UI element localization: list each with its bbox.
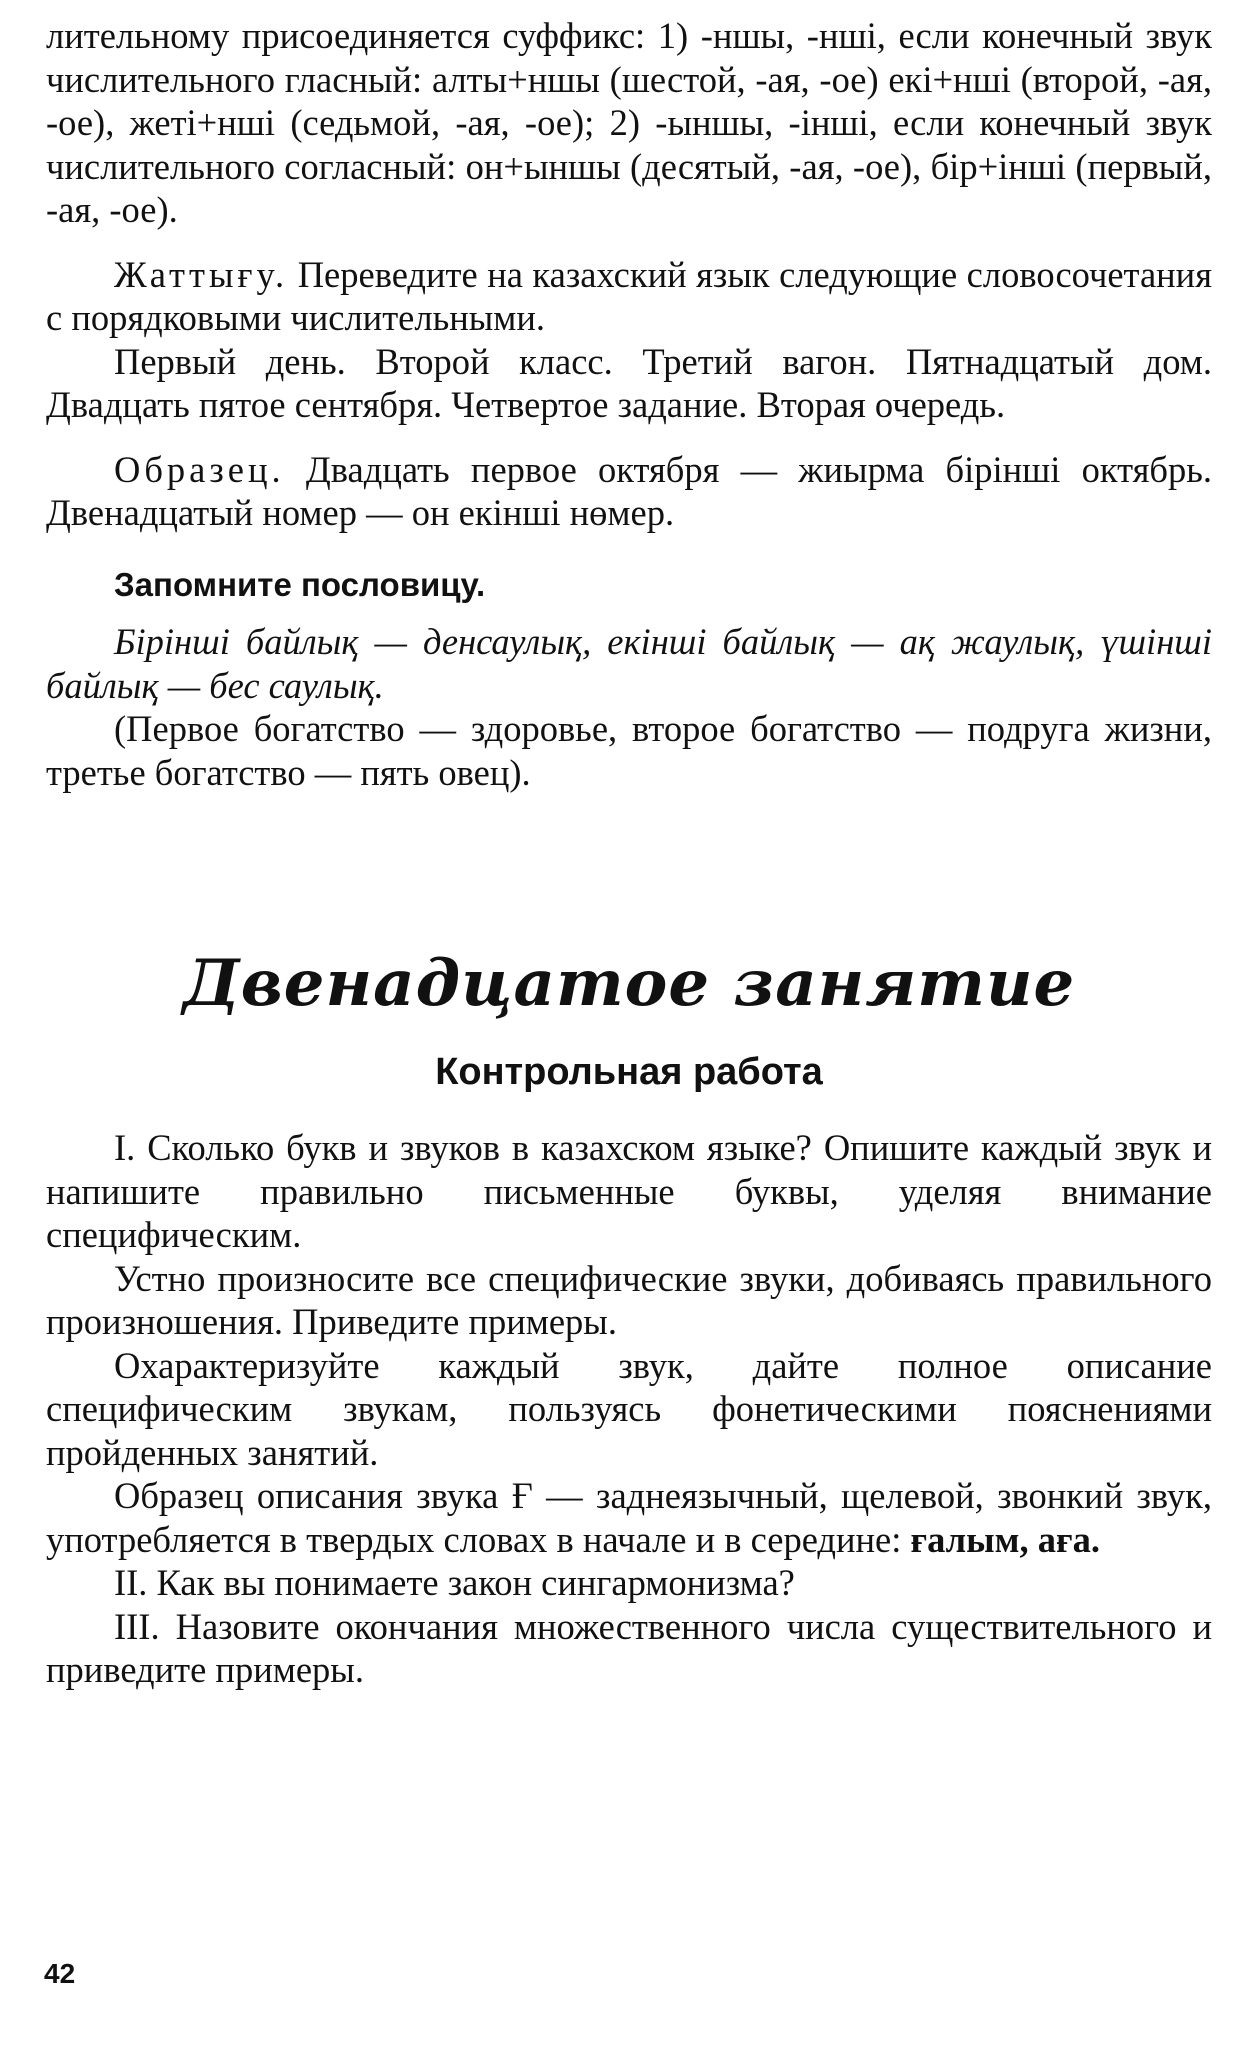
exercise-paragraph	[46, 253, 1212, 340]
paragraph-suffix-rule: лительному присоединяется суффикс: 1) -ншы, -ншi, если конечный звук числительного гласный: алты+ншы (шестой, -ая, -ое) екi+ншi (второй, -ая, -ое), жетi+ншi (седьмой, -ая, -ое); 2) -ыншы, -iншi, если конечный звук числительного согласный: он+ыншы (десятый, -ая, -ое), бiр+iншi (первый, -ая, -ое).	[46, 15, 1212, 230]
task-2: II. Как вы понимаете закон сингармонизма?	[114, 1562, 795, 1603]
page-number: 42	[44, 1958, 76, 1989]
sample-paragraph	[46, 448, 1212, 535]
exercise-title: Жаттығу.	[114, 253, 289, 295]
proverb-translation: (Первое богатство — здоровье, второе богатство — подруга жизни, третье богатство — пять овец).	[46, 708, 1212, 793]
sample-title: Образец.	[114, 448, 285, 490]
task-1-oral: Устно произносите все специфические звуки, добиваясь правильного произношения. Приведите примеры.	[46, 1257, 1212, 1342]
exercise-items: Первый день. Второй класс. Третий вагон. Пятнадцатый дом. Двадцать пятое сентября. Четвертое задание. Вторая очередь.	[46, 340, 1212, 425]
task-1-sample-examples: ғалым, аға.	[910, 1518, 1100, 1560]
proverb-kazakh: Бiрiншi байлық — денсаулық, екiншi байлық — ақ жаулық, үшiншi байлық — бес саулық.	[46, 621, 1212, 706]
chapter-title: Двенадцатое занятие	[182, 946, 1076, 1021]
page-content	[46, 14, 1212, 1692]
task-1-sample	[46, 1474, 1212, 1561]
task-1-sample-text: Образец описания звука Ғ — заднеязычный, щелевой, звонкий звук, употребляется в твердых словах в начале и в середине:	[46, 1475, 1212, 1560]
task-3: III. Назовите окончания множественного числа существительного и приведите примеры.	[46, 1605, 1212, 1690]
sample-text: Двадцать первое октября — жиырма бiрiншi октябрь. Двенадцатый номер — он екiншi нөмер.	[46, 448, 1212, 533]
task-1-describe: Охарактеризуйте каждый звук, дайте полное описание специфическим звукам, пользуясь фонетическими пояснениями пройденных занятий.	[46, 1344, 1212, 1473]
exercise-instruction: Переведите на казахский язык следующие словосочетания с порядковыми числительными.	[46, 253, 1212, 338]
task-1: I. Сколько букв и звуков в казахском языке? Опишите каждый звук и напишите правильно письменные буквы, уделяя внимание специфическим.	[46, 1127, 1212, 1255]
proverb-heading: Запомните пословицу.	[114, 565, 486, 603]
section-title: Контрольная работа	[435, 1051, 823, 1093]
